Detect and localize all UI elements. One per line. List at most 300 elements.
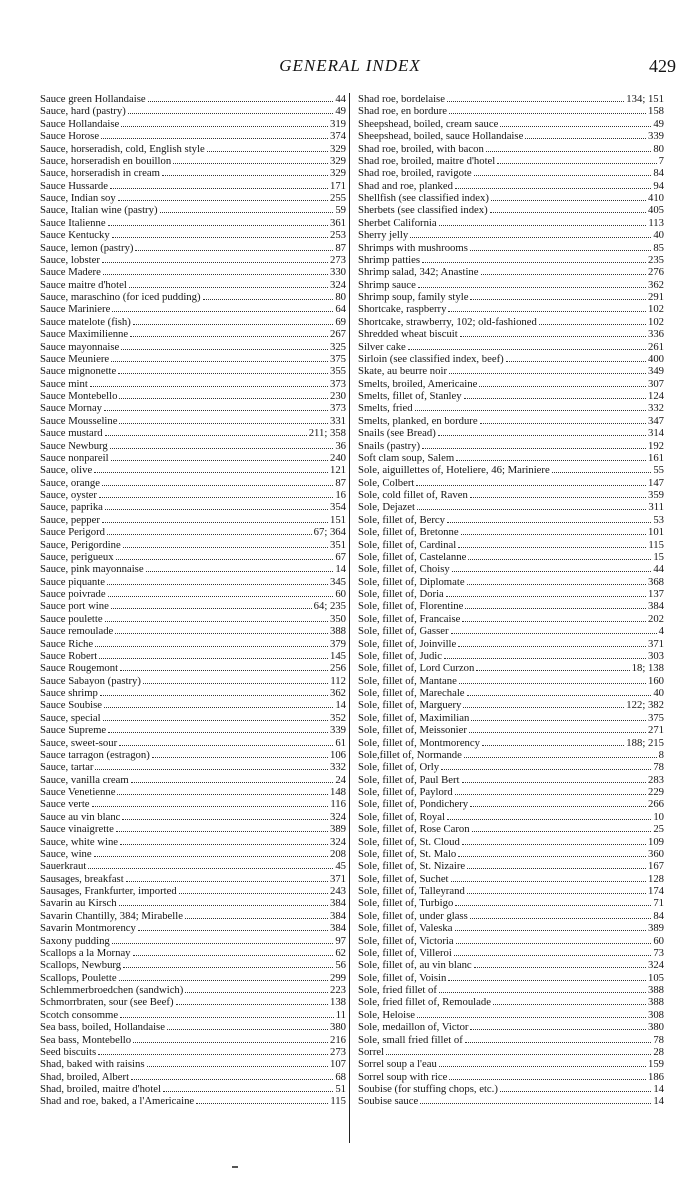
entry-label: Sauce Madere — [40, 266, 101, 279]
index-entry — [40, 551, 346, 563]
index-entry — [40, 143, 346, 155]
index-entry — [358, 786, 664, 798]
entry-label: Snails (see Bread) — [358, 427, 436, 440]
index-entry — [358, 316, 664, 328]
entry-label: Skate, au beurre noir — [358, 365, 448, 378]
entry-page-number: 324 — [329, 810, 346, 823]
entry-label: Sorrel soup with rice — [358, 1070, 448, 1083]
entry-page-number: 352 — [329, 711, 346, 724]
dot-leader — [463, 707, 624, 708]
index-entry — [40, 625, 346, 637]
entry-page-number: 94 — [653, 179, 664, 192]
entry-label: Shad, baked with raisins — [40, 1058, 145, 1071]
dot-leader — [95, 769, 328, 770]
entry-label: Scallops, Poulette — [40, 971, 117, 984]
entry-label: Sauce Venetienne — [40, 786, 116, 798]
dot-leader — [130, 336, 328, 337]
dot-leader — [104, 410, 328, 411]
dot-leader — [525, 138, 646, 139]
index-entry — [358, 625, 664, 637]
entry-page-number: 192 — [647, 439, 664, 452]
entry-page-number: 36 — [335, 439, 346, 452]
entry-label: Sole, fillet of, Rose Caron — [358, 823, 470, 836]
entry-label: Sole, fried fillet of, Remoulade — [358, 996, 491, 1009]
index-entry — [358, 1095, 664, 1107]
index-entry — [358, 341, 664, 353]
entry-page-number: 329 — [329, 154, 346, 167]
index-entry — [40, 687, 346, 699]
dot-leader — [448, 980, 646, 981]
index-entry — [40, 1009, 346, 1021]
entry-page-number: 389 — [647, 922, 664, 935]
entry-page-number: 240 — [329, 451, 346, 464]
entry-label: Savarin au Kirsch — [40, 897, 117, 910]
entry-label: Sauce Meuniere — [40, 352, 110, 365]
dot-leader — [185, 918, 328, 919]
dot-leader — [121, 349, 328, 350]
entry-label: Sauce shrimp — [40, 687, 98, 699]
entry-page-number: 253 — [329, 229, 346, 242]
entry-label: Sole, Colbert — [358, 476, 415, 489]
entry-page-number: 273 — [329, 1045, 346, 1058]
dot-leader — [455, 930, 646, 931]
page-title: GENERAL INDEX — [279, 56, 421, 75]
index-entry — [40, 316, 346, 328]
dot-leader — [447, 819, 651, 820]
index-entry — [40, 452, 346, 464]
dot-leader — [160, 212, 334, 213]
dot-leader — [500, 126, 651, 127]
index-entry — [358, 440, 664, 452]
index-entry — [358, 266, 664, 278]
entry-label: Sauce, paprika — [40, 501, 103, 514]
entry-page-number: 339 — [329, 724, 346, 737]
dot-leader — [102, 522, 328, 523]
index-entry — [40, 514, 346, 526]
entry-page-number: 354 — [329, 501, 346, 514]
dot-leader — [420, 1103, 651, 1104]
dot-leader — [121, 126, 328, 127]
entry-page-number: 405 — [647, 204, 664, 217]
entry-page-number: 113 — [648, 216, 664, 229]
index-entry — [358, 1009, 664, 1021]
index-entry — [40, 984, 346, 996]
dot-leader — [103, 274, 328, 275]
entry-label: Sole, fillet of, Judic — [358, 649, 443, 662]
index-entry — [40, 118, 346, 130]
entry-page-number: 319 — [329, 117, 346, 130]
entry-page-number: 28 — [653, 1045, 664, 1058]
entry-label: Sauce vinaigrette — [40, 823, 114, 836]
index-entry — [358, 675, 664, 687]
entry-page-number: 62 — [335, 946, 346, 959]
index-entry — [40, 699, 346, 711]
index-entry — [40, 105, 346, 117]
entry-label: Sauce, Italian wine (pastry) — [40, 204, 158, 217]
entry-page-number: 8 — [658, 748, 664, 761]
entry-page-number: 67 — [335, 550, 346, 563]
index-entry — [40, 675, 346, 687]
dot-leader — [455, 188, 651, 189]
entry-page-number: 145 — [329, 649, 346, 662]
dot-leader — [480, 423, 646, 424]
entry-label: Sole, cold fillet of, Raven — [358, 489, 468, 501]
entry-label: Sauce mint — [40, 377, 88, 390]
dot-leader — [461, 534, 646, 535]
dot-leader — [459, 683, 646, 684]
entry-label: Sauce Riche — [40, 637, 94, 650]
index-entry — [40, 526, 346, 538]
column-divider — [349, 93, 350, 1143]
index-entry — [358, 811, 664, 823]
entry-label: Sole, fillet of, Bercy — [358, 513, 445, 526]
dot-leader — [471, 720, 646, 721]
entry-label: Sole, fillet of, Marguery — [358, 699, 462, 712]
entry-label: Sauce Italienne — [40, 216, 106, 229]
entry-label: Shad, broiled, maitre d'hotel — [40, 1083, 161, 1095]
index-entry — [40, 774, 346, 786]
entry-label: Saxony pudding — [40, 934, 110, 947]
index-entry — [358, 526, 664, 538]
index-entry — [40, 712, 346, 724]
index-entry — [40, 836, 346, 848]
dot-leader — [163, 1091, 333, 1092]
dot-leader — [441, 769, 651, 770]
index-entry — [358, 539, 664, 551]
entry-page-number: 329 — [329, 142, 346, 155]
entry-page-number: 216 — [329, 1033, 346, 1046]
dot-leader — [120, 1017, 334, 1018]
index-entry — [40, 328, 346, 340]
entry-label: Savarin Chantilly, 384; Mirabelle — [40, 909, 183, 922]
entry-page-number: 49 — [653, 117, 664, 130]
dot-leader — [470, 918, 651, 919]
dot-leader — [470, 806, 646, 807]
index-entry — [40, 242, 346, 254]
entry-page-number: 138 — [329, 996, 346, 1009]
entry-label: Soubise sauce — [358, 1095, 419, 1108]
index-entry — [358, 935, 664, 947]
index-entry — [358, 217, 664, 229]
entry-label: Sauce, special — [40, 711, 101, 724]
dot-leader — [447, 522, 651, 523]
index-entry — [358, 402, 664, 414]
dot-leader — [94, 856, 328, 857]
entry-label: Sirloin (see classified index, beef) — [358, 352, 504, 365]
index-entry — [358, 737, 664, 749]
entry-page-number: 324 — [329, 278, 346, 291]
entry-label: Schmorrbraten, sour (see Beef) — [40, 996, 174, 1009]
entry-label: Sheepshead, boiled, sauce Hollandaise — [358, 130, 524, 143]
index-entry — [40, 588, 346, 600]
entry-page-number: 73 — [653, 946, 664, 959]
entry-page-number: 373 — [329, 377, 346, 390]
index-entry — [358, 798, 664, 810]
dot-leader — [449, 113, 646, 114]
dot-leader — [99, 497, 333, 498]
entry-page-number: 229 — [647, 786, 664, 798]
index-entry — [358, 897, 664, 909]
entry-page-number: 307 — [647, 377, 664, 390]
entry-page-number: 160 — [647, 674, 664, 687]
index-entry — [40, 972, 346, 984]
dot-leader — [107, 584, 328, 585]
entry-page-number: 67; 364 — [313, 526, 346, 539]
entry-label: Sole, fillet of, Mantane — [358, 674, 457, 687]
entry-page-number: 291 — [647, 291, 664, 303]
entry-label: Sherry jelly — [358, 229, 409, 242]
dot-leader — [417, 509, 646, 510]
dot-leader — [123, 967, 333, 968]
index-entry — [40, 378, 346, 390]
index-entry — [40, 464, 346, 476]
index-entry — [358, 303, 664, 315]
entry-label: Sorrel soup a l'eau — [358, 1058, 437, 1071]
entry-page-number: 188; 215 — [626, 736, 664, 749]
entry-page-number: 375 — [647, 711, 664, 724]
entry-label: Sauerkraut — [40, 860, 87, 873]
dot-leader — [105, 435, 307, 436]
index-entry — [40, 922, 346, 934]
index-entry — [358, 576, 664, 588]
entry-page-number: 261 — [647, 340, 664, 353]
entry-page-number: 351 — [329, 538, 346, 551]
entry-label: Sauce remoulade — [40, 625, 114, 638]
dot-leader — [470, 1029, 645, 1030]
index-entry — [358, 1046, 664, 1058]
dot-leader — [416, 485, 646, 486]
index-entry — [40, 761, 346, 773]
dot-leader — [110, 188, 328, 189]
entry-page-number: 267 — [329, 328, 346, 341]
entry-page-number: 410 — [647, 192, 664, 204]
index-entry — [358, 774, 664, 786]
entry-label: Sauce, horseradish in cream — [40, 167, 160, 180]
entry-label: Sole, fillet of, Royal — [358, 810, 445, 823]
entry-page-number: 384 — [647, 600, 664, 613]
entry-label: Sole, fillet of, St. Cloud — [358, 835, 460, 848]
dot-leader — [115, 633, 328, 634]
dot-leader — [118, 200, 328, 201]
entry-page-number: 325 — [329, 340, 346, 353]
index-entry — [358, 390, 664, 402]
entry-label: Sole, fillet of, Bretonne — [358, 526, 459, 539]
entry-page-number: 84 — [653, 167, 664, 180]
dot-leader — [143, 683, 328, 684]
dot-leader — [129, 287, 328, 288]
entry-label: Shrimps with mushrooms — [358, 241, 468, 254]
entry-page-number: 161 — [647, 451, 664, 464]
entry-label: Sauce Supreme — [40, 724, 107, 737]
entry-label: Shrimp patties — [358, 253, 421, 266]
entry-label: Sauce verte — [40, 798, 90, 811]
entry-label: Shad roe, broiled, maitre d'hotel — [358, 154, 496, 167]
entry-label: Sheepshead, boiled, cream sauce — [358, 117, 499, 130]
entry-page-number: 56 — [335, 959, 346, 972]
dot-leader — [439, 225, 647, 226]
dot-leader — [468, 559, 651, 560]
index-entry — [40, 180, 346, 192]
entry-label: Sauce Hussarde — [40, 179, 108, 192]
entry-label: Sauce Robert — [40, 649, 98, 662]
index-entry — [40, 1095, 346, 1107]
entry-page-number: 44 — [335, 93, 346, 105]
index-entry — [358, 848, 664, 860]
index-entry — [40, 390, 346, 402]
entry-label: Shad roe, bordelaise — [358, 93, 445, 105]
index-column-left — [40, 93, 346, 1108]
dot-leader — [146, 571, 334, 572]
index-entry — [40, 254, 346, 266]
entry-page-number: 208 — [329, 847, 346, 860]
entry-label: Sauce Horose — [40, 130, 100, 143]
entry-label: Sole, fillet of, Meissonier — [358, 724, 467, 737]
index-entry — [40, 365, 346, 377]
dot-leader — [497, 163, 656, 164]
entry-label: Sole, fillet of, Maximilian — [358, 711, 470, 724]
entry-label: Sole, fillet of, Cardinal — [358, 538, 457, 551]
entry-label: Shad roe, en bordure — [358, 105, 448, 118]
entry-label: Sole, fillet of, Orly — [358, 761, 440, 774]
entry-page-number: 14 — [335, 699, 346, 712]
dot-leader — [454, 955, 651, 956]
entry-label: Sherbets (see classified index) — [358, 204, 488, 217]
dot-leader — [112, 311, 333, 312]
entry-page-number: 331 — [329, 414, 346, 427]
dot-leader — [179, 893, 328, 894]
index-entry — [358, 1083, 664, 1095]
entry-label: Sauce Maximilienne — [40, 328, 129, 341]
dot-leader — [196, 1103, 328, 1104]
entry-page-number: 159 — [647, 1058, 664, 1071]
dot-leader — [472, 831, 652, 832]
index-entry — [358, 588, 664, 600]
index-entry — [40, 638, 346, 650]
index-entry — [40, 489, 346, 501]
index-entry — [358, 378, 664, 390]
index-entry — [358, 254, 664, 266]
index-entry — [358, 192, 664, 204]
entry-page-number: 14 — [653, 1095, 664, 1108]
entry-page-number: 14 — [653, 1083, 664, 1095]
entry-page-number: 273 — [329, 253, 346, 266]
entry-page-number: 308 — [647, 1008, 664, 1021]
index-entry — [358, 947, 664, 959]
index-entry — [358, 489, 664, 501]
entry-page-number: 400 — [647, 352, 664, 365]
dot-leader — [90, 386, 328, 387]
entry-label: Sole, fillet of, au vin blanc — [358, 959, 472, 972]
entry-page-number: 388 — [647, 996, 664, 1009]
index-entry — [358, 836, 664, 848]
index-entry — [40, 93, 346, 105]
dot-leader — [449, 1079, 646, 1080]
entry-page-number: 68 — [335, 1070, 346, 1083]
dot-leader — [467, 893, 646, 894]
dot-leader — [470, 250, 651, 251]
dot-leader — [203, 299, 334, 300]
dot-leader — [448, 311, 646, 312]
index-entry — [40, 563, 346, 575]
entry-page-number: 375 — [329, 352, 346, 365]
dot-leader — [465, 608, 646, 609]
index-entry — [40, 798, 346, 810]
entry-page-number: 121 — [329, 464, 346, 477]
dot-leader — [101, 138, 328, 139]
entry-page-number: 116 — [330, 798, 346, 811]
dot-leader — [417, 1017, 646, 1018]
entry-label: Soft clam soup, Salem — [358, 451, 455, 464]
index-entry — [358, 563, 664, 575]
dot-leader — [469, 732, 646, 733]
entry-label: Smelts, fillet of, Stanley — [358, 390, 462, 402]
entry-page-number: 243 — [329, 885, 346, 897]
entry-label: Silver cake — [358, 340, 406, 353]
index-entry — [40, 860, 346, 872]
dot-leader — [148, 101, 334, 102]
entry-label: Sauce maitre d'hotel — [40, 278, 127, 291]
dot-leader — [464, 757, 657, 758]
index-entry — [358, 1071, 664, 1083]
entry-page-number: 87 — [335, 476, 346, 489]
entry-page-number: 78 — [653, 761, 664, 774]
entry-label: Sea bass, Montebello — [40, 1033, 132, 1046]
entry-page-number: 87 — [335, 241, 346, 254]
entry-label: Sole, fillet of, Suchet — [358, 872, 449, 885]
entry-label: Shad and roe, planked — [358, 179, 453, 192]
index-entry — [358, 353, 664, 365]
dot-leader — [493, 1004, 646, 1005]
entry-label: Sauce, orange — [40, 476, 100, 489]
entry-label: Sole, fillet of, Francaise — [358, 612, 461, 625]
index-entry — [358, 204, 664, 216]
entry-label: Sole, Heloise — [358, 1008, 415, 1021]
dot-leader — [490, 212, 646, 213]
entry-label: Sole, small fried fillet of — [358, 1033, 463, 1046]
entry-label: Sauce piquante — [40, 575, 105, 588]
dot-leader — [120, 844, 328, 845]
dot-leader — [110, 448, 334, 449]
dot-leader — [500, 1091, 651, 1092]
index-entry — [358, 291, 664, 303]
entry-page-number: 80 — [335, 291, 346, 303]
entry-label: Sauce au vin blanc — [40, 810, 121, 823]
entry-page-number: 345 — [329, 575, 346, 588]
entry-label: Sole, fillet of, St. Nizaire — [358, 860, 466, 873]
dot-leader — [444, 658, 646, 659]
index-entry — [40, 204, 346, 216]
dot-leader — [422, 262, 646, 263]
entry-label: Snails (pastry) — [358, 439, 421, 452]
dot-leader — [95, 646, 328, 647]
dot-leader — [176, 1004, 328, 1005]
index-entry — [358, 328, 664, 340]
entry-page-number: 64 — [335, 303, 346, 316]
entry-page-number: 256 — [329, 662, 346, 675]
index-entry — [358, 551, 664, 563]
dot-leader — [422, 448, 646, 449]
index-entry — [358, 180, 664, 192]
entry-page-number: 61 — [335, 736, 346, 749]
dot-leader — [455, 905, 651, 906]
index-entry — [358, 662, 664, 674]
entry-page-number: 347 — [647, 414, 664, 427]
index-entry — [40, 897, 346, 909]
dot-leader — [133, 955, 334, 956]
index-entry — [40, 749, 346, 761]
entry-page-number: 80 — [653, 142, 664, 155]
index-entry — [40, 440, 346, 452]
